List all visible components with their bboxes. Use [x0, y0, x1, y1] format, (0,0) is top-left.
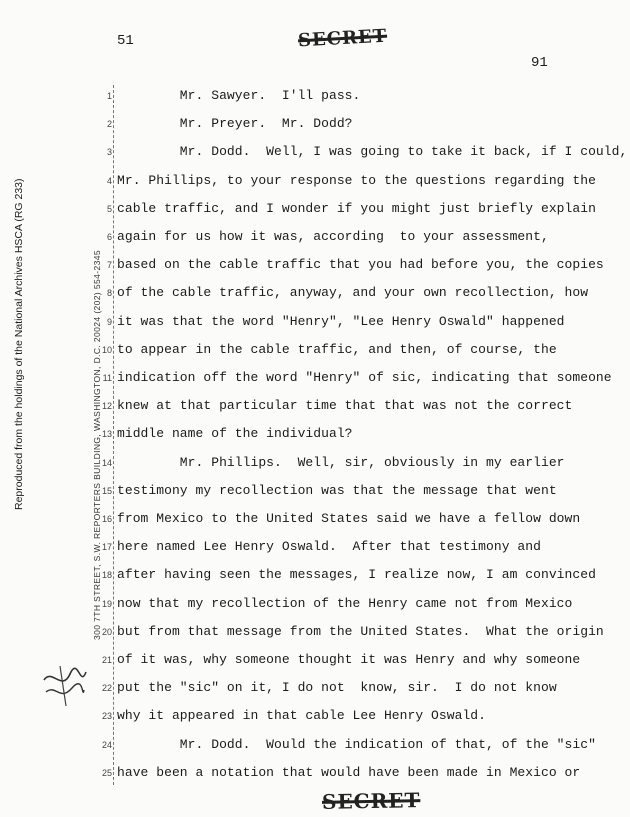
line-number: 25 — [101, 767, 112, 778]
line-number: 2 — [106, 119, 112, 130]
transcript-line: from Mexico to the United States said we have a fellow down — [117, 511, 581, 526]
line-number: 21 — [101, 655, 112, 665]
transcript-line: it was that the word "Henry", "Lee Henry Oswald" happened — [117, 313, 565, 329]
transcript-line: testimony my recollection was that the message that went — [117, 482, 557, 498]
transcript-line: put the "sic" on it, I do not know, sir. I do not know — [117, 680, 557, 696]
page-number-right: 91 — [531, 55, 548, 71]
line-number: 14 — [101, 457, 112, 468]
archive-note: Reproduced from the holdings of the National Archives HSCA (RG 233) — [13, 178, 25, 510]
line-number: 23 — [101, 711, 112, 722]
transcript-line: have been a notation that would have been made in Mexico or — [117, 764, 581, 780]
transcript-line: again for us how it was, according to your assessment, — [117, 229, 549, 244]
transcript-line: Mr. Preyer. Mr. Dodd? — [117, 116, 353, 132]
line-number: 16 — [101, 514, 112, 524]
transcript-line: middle name of the individual? — [117, 426, 353, 442]
transcript-line: Mr. Phillips, to your response to the questions regarding the — [117, 172, 596, 188]
line-number: 10 — [101, 344, 112, 355]
transcript-line: here named Lee Henry Oswald. After that testimony and — [117, 539, 541, 555]
transcript-line: Mr. Dodd. Well, I was going to take it back, if I could, — [117, 144, 628, 160]
transcript-line: Mr. Sawyer. I'll pass. — [117, 88, 361, 103]
transcript-line: of the cable traffic, anyway, and your own recollection, how — [117, 285, 589, 301]
line-number: 15 — [101, 485, 112, 496]
transcript-line: of it was, why someone thought it was Henry and why someone — [117, 652, 581, 667]
line-number: 4 — [106, 175, 112, 186]
page-number-left: 51 — [117, 33, 134, 49]
line-number: 13 — [101, 429, 112, 440]
stamp-top: SECRET — [297, 25, 388, 52]
margin-scribble-icon — [40, 662, 88, 708]
line-number: 11 — [102, 373, 112, 383]
line-number: 24 — [101, 739, 112, 750]
line-number: 17 — [101, 542, 112, 553]
transcript-line: Mr. Dodd. Would the indication of that, of the "sic" — [117, 736, 596, 752]
line-number: 12 — [101, 401, 112, 412]
line-number: 19 — [101, 598, 112, 609]
line-number: 1 — [106, 91, 112, 101]
address-note: 300 7TH STREET, S.W. REPORTERS BUILDING, WASHINGTON, D.C. 20024 (202) 554-2345 — [92, 249, 102, 640]
line-number: 6 — [106, 232, 112, 242]
line-number: 22 — [101, 683, 112, 694]
transcript-line: but from that message from the United States. What the origin — [117, 623, 604, 639]
transcript-line: based on the cable traffic that you had before you, the copies — [117, 257, 604, 273]
transcript-line: cable traffic, and I wonder if you might just briefly explain — [117, 200, 596, 216]
transcript-line: indication off the word "Henry" of sic, indicating that someone — [117, 370, 612, 385]
stamp-bottom: SECRET — [321, 788, 421, 814]
line-number: 8 — [106, 288, 112, 299]
transcript-line: to appear in the cable traffic, and then, of course, the — [117, 341, 557, 357]
margin-rule — [113, 85, 114, 785]
transcript-line: now that my recollection of the Henry came not from Mexico — [117, 595, 573, 611]
line-number: 18 — [101, 570, 112, 581]
transcript-line: Mr. Phillips. Well, sir, obviously in my earlier — [117, 454, 565, 470]
transcript-line: knew at that particular time that that was not the correct — [117, 398, 573, 414]
transcript-line: why it appeared in that cable Lee Henry Oswald. — [117, 708, 487, 724]
line-number: 7 — [106, 260, 112, 271]
line-number: 9 — [106, 316, 112, 327]
line-number: 20 — [101, 626, 112, 637]
line-number: 3 — [106, 147, 112, 158]
transcript-line: after having seen the messages, I realize now, I am convinced — [117, 567, 596, 583]
line-number: 5 — [106, 203, 112, 214]
